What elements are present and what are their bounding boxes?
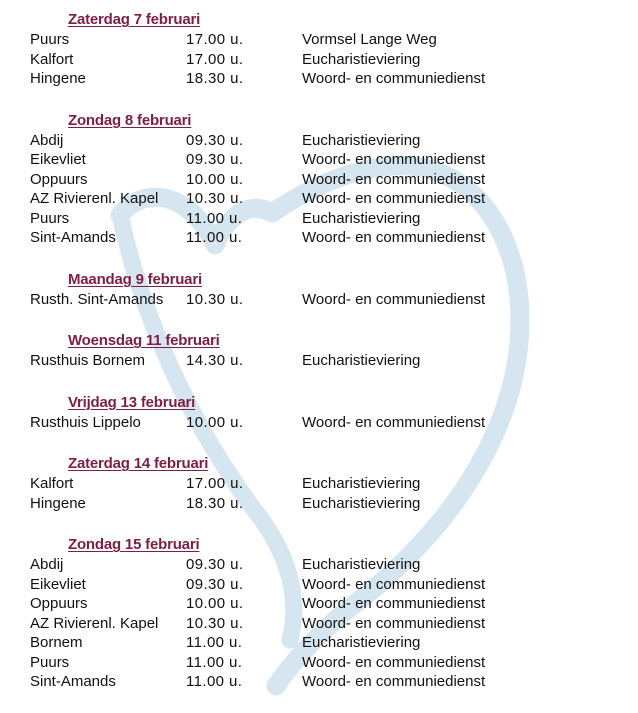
- service-type: Woord- en communiedienst: [302, 70, 486, 87]
- service-type: Eucharistieviering: [302, 475, 421, 492]
- service-row: [30, 189, 630, 209]
- service-time: 17.00 u.: [186, 31, 244, 48]
- day-title: Woensdag 11 februari: [68, 332, 220, 349]
- day-block: [30, 453, 630, 513]
- service-type: Woord- en communiedienst: [302, 595, 486, 612]
- day-title: Maandag 9 februari: [68, 270, 202, 288]
- day-block: [30, 330, 630, 371]
- service-time: 14.30 u.: [186, 352, 244, 369]
- service-time: 11.00 u.: [186, 653, 243, 671]
- service-type: Woord- en communiedienst: [302, 190, 486, 207]
- service-place: Sint-Amands: [30, 673, 116, 690]
- service-row: [30, 575, 630, 595]
- service-time: 17.00 u.: [186, 50, 244, 68]
- service-place: Bornem: [30, 634, 83, 651]
- day-block: [30, 110, 630, 248]
- service-row: [30, 494, 630, 514]
- day-title: Zondag 8 februari: [68, 111, 192, 129]
- service-time: 09.30 u.: [186, 131, 244, 149]
- service-place: Oppuurs: [30, 595, 88, 612]
- service-place: Rusthuis Bornem: [30, 352, 146, 369]
- service-time: 11.00 u.: [186, 209, 243, 227]
- service-time: 18.30 u.: [186, 70, 244, 87]
- day-block: [30, 392, 630, 433]
- service-type: Woord- en communiedienst: [302, 151, 486, 168]
- service-type: Vormsel Lange Weg: [302, 31, 437, 48]
- service-place: Sint-Amands: [30, 229, 116, 246]
- day-block: [30, 9, 630, 89]
- service-place: AZ Rivierenl. Kapel: [30, 614, 159, 632]
- service-row: [30, 555, 630, 575]
- service-row: [30, 672, 630, 692]
- service-row: [30, 228, 630, 248]
- service-place: Eikevliet: [30, 575, 86, 593]
- service-row: [30, 170, 630, 190]
- day-title: Zaterdag 7 februari: [68, 11, 201, 28]
- service-type: Eucharistieviering: [302, 634, 421, 651]
- service-type: Woord- en communiedienst: [302, 229, 486, 246]
- service-time: 11.00 u.: [186, 229, 243, 246]
- service-row: [30, 351, 630, 371]
- service-row: [30, 150, 630, 170]
- service-type: Eucharistieviering: [302, 131, 421, 149]
- service-row: [30, 474, 630, 494]
- service-type: Eucharistieviering: [302, 50, 421, 68]
- service-time: 10.00 u.: [186, 595, 244, 612]
- service-type: Eucharistieviering: [302, 494, 421, 512]
- service-time: 10.00 u.: [186, 413, 244, 431]
- service-row: [30, 633, 630, 653]
- service-type: Eucharistieviering: [302, 209, 421, 227]
- service-time: 11.00 u.: [186, 634, 243, 651]
- service-place: Abdij: [30, 131, 64, 149]
- day-block: [30, 534, 630, 692]
- service-time: 09.30 u.: [186, 151, 244, 168]
- service-row: [30, 30, 630, 50]
- service-row: [30, 50, 630, 70]
- service-time: 17.00 u.: [186, 475, 244, 492]
- day-block: [30, 269, 630, 310]
- service-time: 09.30 u.: [186, 575, 244, 593]
- service-place: Kalfort: [30, 50, 74, 68]
- service-type: Woord- en communiedienst: [302, 413, 486, 431]
- service-place: Puurs: [30, 653, 70, 671]
- service-place: Rusth. Sint-Amands: [30, 290, 164, 308]
- service-row: [30, 614, 630, 634]
- service-type: Eucharistieviering: [302, 352, 421, 369]
- service-type: Woord- en communiedienst: [302, 290, 486, 308]
- service-type: Woord- en communiedienst: [302, 170, 486, 188]
- service-time: 10.30 u.: [186, 614, 244, 632]
- service-place: Rusthuis Lippelo: [30, 413, 141, 431]
- service-row: [30, 131, 630, 151]
- service-row: [30, 413, 630, 433]
- service-type: Woord- en communiedienst: [302, 614, 486, 632]
- service-place: AZ Rivierenl. Kapel: [30, 190, 159, 207]
- schedule: [30, 9, 630, 713]
- service-place: Abdij: [30, 556, 64, 573]
- service-row: [30, 209, 630, 229]
- service-type: Eucharistieviering: [302, 556, 421, 573]
- day-title: Zondag 15 februari: [68, 536, 200, 553]
- service-place: Eikevliet: [30, 151, 86, 168]
- service-time: 09.30 u.: [186, 556, 244, 573]
- service-row: [30, 290, 630, 310]
- service-time: 10.30 u.: [186, 290, 244, 308]
- service-place: Puurs: [30, 209, 70, 227]
- service-time: 10.30 u.: [186, 190, 244, 207]
- service-place: Hingene: [30, 494, 86, 512]
- service-row: [30, 594, 630, 614]
- service-time: 10.00 u.: [186, 170, 244, 188]
- service-place: Hingene: [30, 70, 86, 87]
- service-row: [30, 653, 630, 673]
- service-type: Woord- en communiedienst: [302, 575, 486, 593]
- service-place: Kalfort: [30, 475, 74, 492]
- day-title: Zaterdag 14 februari: [68, 455, 209, 472]
- service-time: 18.30 u.: [186, 494, 244, 512]
- service-place: Oppuurs: [30, 170, 88, 188]
- service-row: [30, 69, 630, 89]
- service-type: Woord- en communiedienst: [302, 673, 486, 690]
- day-title: Vrijdag 13 februari: [68, 393, 196, 411]
- service-place: Puurs: [30, 31, 70, 48]
- service-time: 11.00 u.: [186, 673, 243, 690]
- service-type: Woord- en communiedienst: [302, 653, 486, 671]
